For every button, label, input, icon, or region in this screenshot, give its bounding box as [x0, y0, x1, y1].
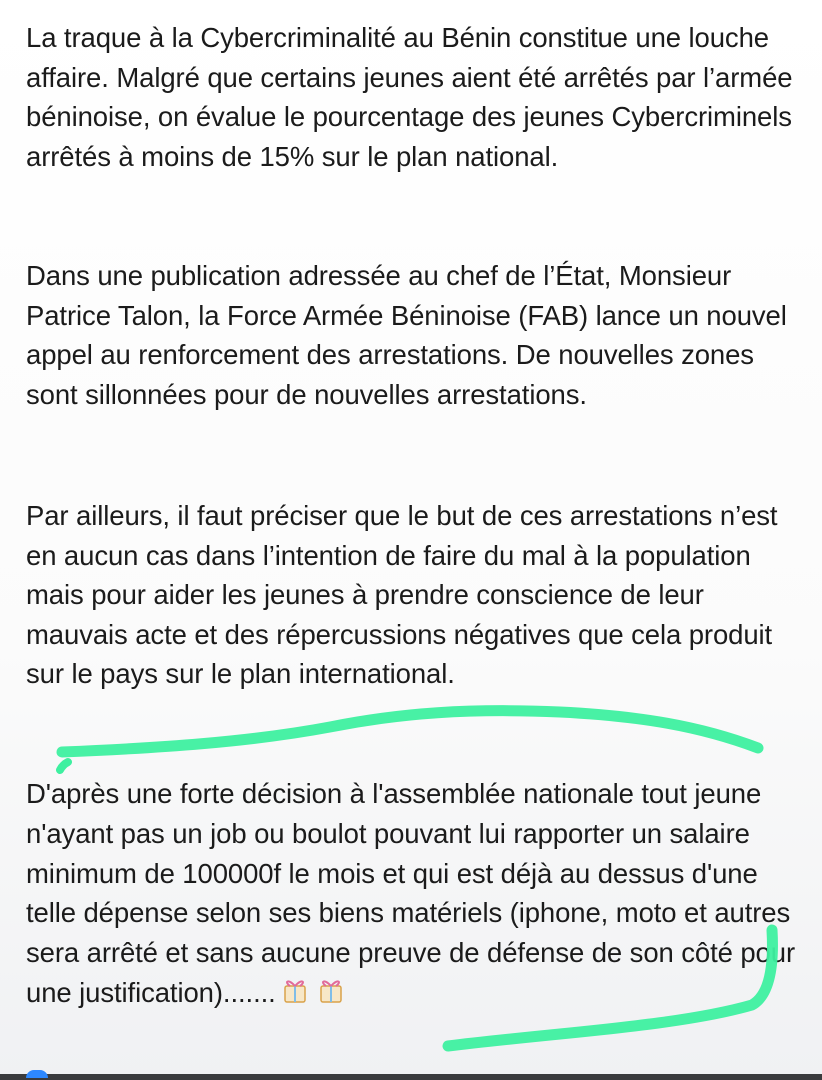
paragraph-3: Par ailleurs, il faut préciser que le but de ces arrestations n’est en aucun cas dans l’intention de faire du mal à la population mais pour aider les jeunes à prendre conscience de leur mauvais acte et des répercussions négatives que cela produit sur le pays sur le plan international. — [26, 500, 778, 689]
paragraph-2: Dans une publication adressée au chef de l’État, Monsieur Patrice Talon, la Force Armée Béninoise (FAB) lance un nouvel appel au renforcement des arrestations. De nouvelles zones sont sillonnées pour de nouvelles arrestations. — [26, 260, 787, 410]
paragraph-1: La traque à la Cybercriminalité au Bénin constitue une louche affaire. Malgré que certains jeunes aient été arrêtés par l’armée béninoise, on évalue le pourcentage des jeunes Cybercriminels arrêtés à moins de 15% sur le plan national. — [26, 22, 793, 172]
underline-stroke-2 — [60, 762, 68, 770]
bottom-bar — [0, 1074, 822, 1080]
paragraph-4 — [26, 774, 806, 1017]
underline-stroke-1 — [62, 711, 758, 752]
bottom-indicator — [26, 1070, 48, 1078]
ribbon-gift-icon — [278, 976, 312, 1017]
ribbon-gift-icon — [314, 976, 348, 1017]
paragraph-4-text: D'après une forte décision à l'assemblée nationale tout jeune n'ayant pas un job ou boulot pouvant lui rapporter un salaire minimum de 100000f le mois et qui est déjà au dessus d'une telle dépense selon ses biens matériels (iphone, moto et autres sera arrêté et sans aucune preuve de défense de son côté pour une justification)....... — [26, 778, 796, 1008]
